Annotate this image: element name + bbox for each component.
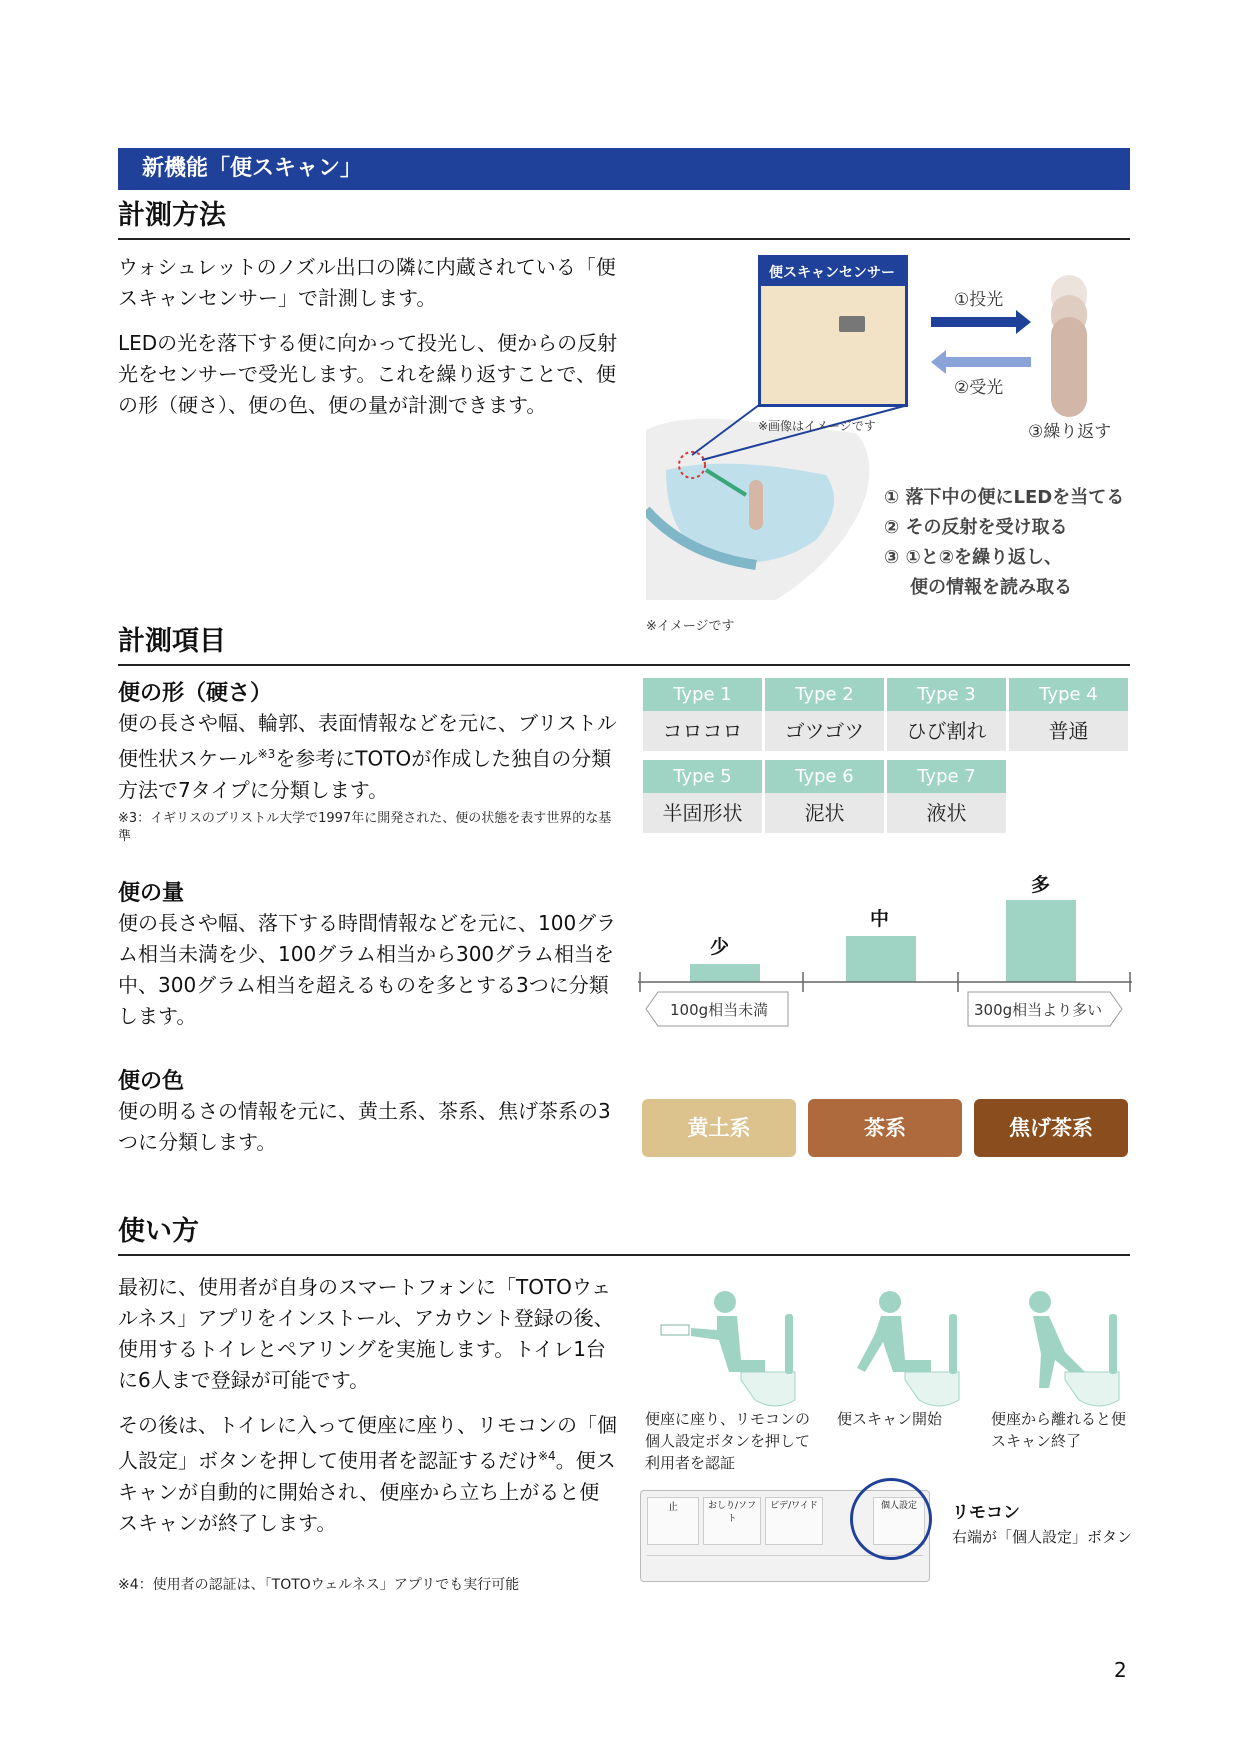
emit-label: ①投光 (954, 290, 1004, 310)
section-banner: 新機能「便スキャン」 (118, 148, 1130, 190)
usage-illustrations (645, 1280, 1135, 1472)
remote-sublabel: 右端が「個人設定」ボタン (952, 1528, 1133, 1546)
usage-text-a: その後は、トイレに入って便座に座り、リモコンの「個人設定」ボタンを押して使用者を認証するだけ (118, 1413, 617, 1473)
remote-button-personal-label: 個人設定 (880, 1501, 917, 1511)
type-value: 普通 (1009, 711, 1128, 751)
type-head: Type 5 (643, 760, 762, 793)
type-head: Type 7 (887, 760, 1006, 793)
usage-footnote: ※4：使用者の認証は、「TOTOウェルネス」アプリでも実行可能 (118, 1577, 520, 1593)
diagram-note: ※イメージです (646, 619, 735, 634)
shape-footnote: ※3：イギリスのブリストル大学で1997年に開発された、便の状態を表す世界的な基準 (118, 811, 612, 844)
remote-button-stop[interactable] (647, 1497, 699, 1545)
type-cell (643, 678, 762, 751)
sensor-closeup (758, 255, 908, 407)
page-number: 2 (1114, 1658, 1127, 1682)
type-cell (765, 678, 884, 751)
color-swatch-brown: 茶系 (808, 1099, 962, 1157)
shape-paragraph (118, 708, 618, 806)
type-cell (887, 760, 1006, 833)
type-head: Type 6 (765, 760, 884, 793)
remote-button-rear[interactable] (703, 1497, 761, 1545)
usage-paragraph-2 (118, 1410, 618, 1539)
measurement-paragraph-1: ウォシュレットのノズル出口の隣に内蔵されている「便スキャンセンサー」で計測します。 (118, 255, 616, 310)
heading-measurement-method: 計測方法 (118, 198, 1130, 240)
amount-left-label: 100g相当未満 (670, 1001, 769, 1019)
amount-small-label: 少 (710, 936, 730, 958)
heading-how-to-use: 使い方 (118, 1214, 1130, 1256)
usage-paragraph-1: 最初に、使用者が自身のスマートフォンに「TOTOウェルネス」アプリをインストール、アカウント登録の後、使用するトイレとペアリングを実施します。トイレ1台に6人まで登録が可能です。 (118, 1275, 614, 1392)
shape-text-b: を参考にTOTOが作成した独自の分類方法で7タイプに分類します。 (118, 746, 612, 802)
figure-scanning (857, 1291, 959, 1406)
caption-step-3: 便座から離れると便スキャン終了 (991, 1410, 1127, 1450)
type-value: 泥状 (765, 793, 884, 833)
usage-figures (645, 1280, 1135, 1410)
amount-bar-small (690, 964, 760, 982)
remote-button-bidet[interactable] (765, 1497, 823, 1545)
type-value: コロコロ (643, 711, 762, 751)
usage-text-b: 。便スキャンが自動的に開始され、便座から立ち上がると便スキャンが終了します。 (118, 1448, 616, 1535)
shape-footnote-ref: ※3 (257, 747, 276, 761)
usage-footnote-ref: ※4 (538, 1449, 556, 1463)
step-1: ① 落下中の便にLEDを当てる (884, 487, 1125, 508)
type-head: Type 1 (643, 678, 762, 711)
type-value: 半固形状 (643, 793, 762, 833)
caption-step-2: 便スキャン開始 (837, 1410, 943, 1428)
remote-button-stop-label: 止 (668, 1502, 678, 1513)
measurement-paragraph-2: LEDの光を落下する便に向かって投光し、便からの反射光をセンサーで受光します。これを繰り返すことで、便の形（硬さ）、便の色、便の量が計測できます。 (118, 331, 618, 417)
shape-heading: 便の形（硬さ） (118, 681, 273, 706)
personal-setting-highlight (850, 1478, 932, 1560)
type-value: ゴツゴツ (765, 711, 884, 751)
measurement-diagram (646, 255, 1136, 645)
color-swatch-dark-brown: 焦げ茶系 (974, 1099, 1128, 1157)
step-3-cont: 便の情報を読み取る (910, 577, 1072, 598)
measurement-steps (884, 483, 1124, 603)
type-value: 液状 (887, 793, 1006, 833)
step-2: ② その反射を受け取る (884, 517, 1068, 538)
type-head: Type 4 (1009, 678, 1128, 711)
figure-stand-up (1029, 1291, 1119, 1406)
type-cell (1009, 678, 1128, 751)
amount-bar-medium (846, 936, 916, 982)
amount-bar-large (1006, 900, 1076, 982)
heading-measurement-items: 計測項目 (118, 624, 1130, 666)
receive-label: ②受光 (954, 378, 1004, 398)
shape-text-a: 便の長さや幅、輪郭、表面情報などを元に、ブリストル便性状スケール (118, 711, 617, 771)
type-cell (887, 678, 1006, 751)
step-3: ③ ①と②を繰り返し、 (884, 547, 1062, 568)
color-swatch-yellow-brown: 黄土系 (642, 1099, 796, 1157)
image-note: ※画像はイメージです (758, 419, 876, 433)
remote-button-rear-label: おしり/ソフト (707, 1501, 757, 1524)
caption-step-1: 便座に座り、リモコンの個人設定ボタンを押して利用者を認証 (645, 1410, 811, 1472)
amount-paragraph: 便の長さや幅、落下する時間情報などを元に、100グラム相当未満を少、100グラム相当から300グラム相当を中、300グラム相当を超えるものを多とする3つに分類します。 (118, 911, 617, 1028)
amount-right-label: 300g相当より多い (974, 1001, 1103, 1019)
amount-heading: 便の量 (118, 881, 185, 906)
type-head: Type 2 (765, 678, 884, 711)
color-heading: 便の色 (118, 1069, 185, 1094)
type-head: Type 3 (887, 678, 1006, 711)
type-row-2 (643, 760, 1131, 833)
type-value: ひび割れ (887, 711, 1006, 751)
type-cell (643, 760, 762, 833)
type-row-1 (643, 678, 1131, 751)
color-paragraph: 便の明るさの情報を元に、黄土系、茶系、焦げ茶系の3つに分類します。 (118, 1099, 611, 1154)
type-table (643, 678, 1131, 836)
figure-sit-and-press (661, 1291, 795, 1406)
sensor-label: 便スキャンセンサー (761, 258, 905, 286)
amount-illustration (638, 870, 1132, 1040)
sensor-icon (839, 316, 865, 332)
remote-button-bidet-label: ビデ/ワイド (770, 1501, 818, 1511)
remote-label: リモコン (952, 1503, 1020, 1523)
amount-large-label: 多 (1031, 874, 1051, 896)
type-cell (765, 760, 884, 833)
repeat-label: ③繰り返す (1028, 422, 1112, 442)
amount-medium-label: 中 (870, 908, 890, 930)
